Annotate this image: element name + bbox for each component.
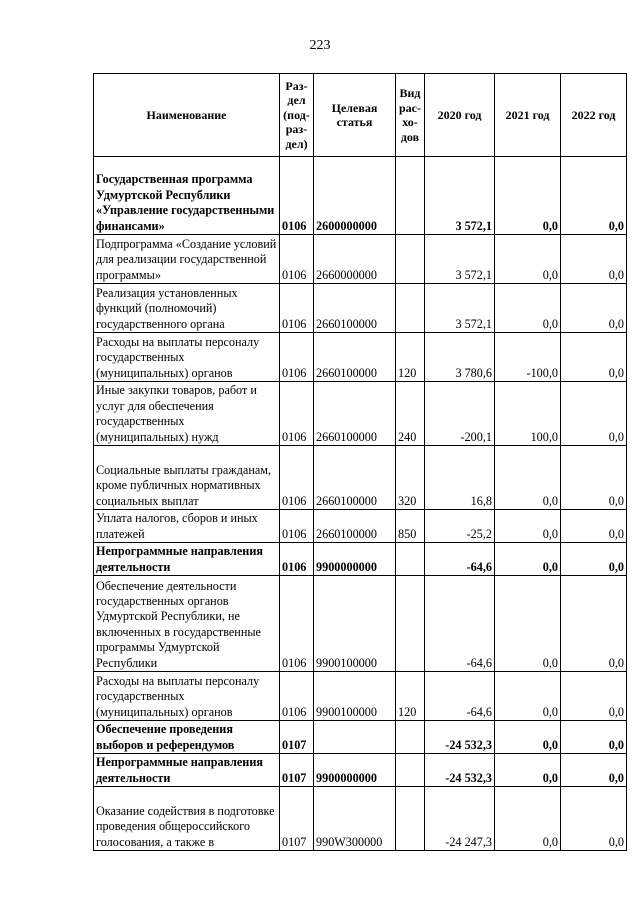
cell-section: 0107 <box>280 787 314 851</box>
cell-expense: 120 <box>396 333 425 382</box>
cell-2020: 3 572,1 <box>425 157 495 235</box>
cell-2022: 0,0 <box>561 754 627 787</box>
cell-2022: 0,0 <box>561 576 627 672</box>
cell-section: 0106 <box>280 543 314 576</box>
cell-expense <box>396 157 425 235</box>
cell-target: 2660100000 <box>314 284 396 333</box>
cell-expense <box>396 721 425 754</box>
table-row <box>94 576 627 672</box>
cell-name: Непрограммные направления деятельности <box>94 754 280 787</box>
cell-section: 0106 <box>280 382 314 446</box>
cell-2021: 100,0 <box>495 382 561 446</box>
header-target: Целевая статья <box>314 74 396 157</box>
table-row <box>94 721 627 754</box>
cell-2022: 0,0 <box>561 235 627 284</box>
cell-2022: 0,0 <box>561 284 627 333</box>
cell-target: 2660100000 <box>314 382 396 446</box>
cell-2020: -24 247,3 <box>425 787 495 851</box>
table-row <box>94 672 627 721</box>
table-row <box>94 235 627 284</box>
cell-2020: -64,6 <box>425 672 495 721</box>
cell-2021: 0,0 <box>495 754 561 787</box>
cell-2021: 0,0 <box>495 576 561 672</box>
cell-name: Обеспечение проведения выборов и референдумов <box>94 721 280 754</box>
cell-expense <box>396 754 425 787</box>
cell-name: Государственная программа Удмуртской Республики «Управление государственными финансами» <box>94 157 280 235</box>
cell-2021: 0,0 <box>495 721 561 754</box>
cell-2021: 0,0 <box>495 672 561 721</box>
header-2022: 2022 год <box>561 74 627 157</box>
cell-target: 990W300000 <box>314 787 396 851</box>
cell-expense: 320 <box>396 446 425 510</box>
cell-2022: 0,0 <box>561 157 627 235</box>
cell-name: Расходы на выплаты персоналу государственных (муниципальных) органов <box>94 333 280 382</box>
cell-target: 2660100000 <box>314 510 396 543</box>
cell-target: 9900100000 <box>314 672 396 721</box>
table-row <box>94 157 627 235</box>
table-row <box>94 446 627 510</box>
cell-target: 9900000000 <box>314 543 396 576</box>
cell-2021: 0,0 <box>495 787 561 851</box>
cell-expense <box>396 235 425 284</box>
cell-section: 0106 <box>280 576 314 672</box>
cell-2022: 0,0 <box>561 382 627 446</box>
cell-target: 9900100000 <box>314 576 396 672</box>
cell-2022: 0,0 <box>561 510 627 543</box>
cell-2022: 0,0 <box>561 672 627 721</box>
cell-2021: -100,0 <box>495 333 561 382</box>
cell-2021: 0,0 <box>495 446 561 510</box>
cell-name: Подпрограмма «Создание условий для реализации государственной программы» <box>94 235 280 284</box>
cell-2020: 16,8 <box>425 446 495 510</box>
cell-section: 0106 <box>280 672 314 721</box>
cell-section: 0106 <box>280 510 314 543</box>
cell-expense: 240 <box>396 382 425 446</box>
cell-target: 2600000000 <box>314 157 396 235</box>
cell-name: Реализация установленных функций (полномочий) государственного органа <box>94 284 280 333</box>
cell-2022: 0,0 <box>561 446 627 510</box>
cell-target: 9900000000 <box>314 754 396 787</box>
cell-2020: -64,6 <box>425 543 495 576</box>
cell-target: 2660100000 <box>314 446 396 510</box>
cell-section: 0106 <box>280 284 314 333</box>
cell-target: 2660000000 <box>314 235 396 284</box>
table-row <box>94 754 627 787</box>
cell-2021: 0,0 <box>495 284 561 333</box>
cell-section: 0106 <box>280 235 314 284</box>
cell-2021: 0,0 <box>495 235 561 284</box>
cell-expense: 850 <box>396 510 425 543</box>
cell-name: Расходы на выплаты персоналу государственных (муниципальных) органов <box>94 672 280 721</box>
table-row <box>94 382 627 446</box>
cell-name: Непрограммные направления деятельности <box>94 543 280 576</box>
cell-target: 2660100000 <box>314 333 396 382</box>
cell-2020: -25,2 <box>425 510 495 543</box>
table-row <box>94 284 627 333</box>
cell-2020: -200,1 <box>425 382 495 446</box>
page-number: 223 <box>309 38 331 53</box>
cell-2022: 0,0 <box>561 333 627 382</box>
cell-name: Оказание содействия в подготовке проведения общероссийского голосования, а также в <box>94 787 280 851</box>
cell-expense <box>396 543 425 576</box>
cell-2022: 0,0 <box>561 721 627 754</box>
header-expense: Вид рас- хо- дов <box>396 74 425 157</box>
cell-2021: 0,0 <box>495 157 561 235</box>
cell-expense <box>396 576 425 672</box>
budget-table <box>93 73 627 851</box>
cell-section: 0106 <box>280 446 314 510</box>
cell-expense: 120 <box>396 672 425 721</box>
cell-section: 0107 <box>280 721 314 754</box>
header-2021: 2021 год <box>495 74 561 157</box>
table-row <box>94 510 627 543</box>
cell-2020: 3 572,1 <box>425 235 495 284</box>
table-row <box>94 333 627 382</box>
cell-2020: 3 572,1 <box>425 284 495 333</box>
cell-name: Уплата налогов, сборов и иных платежей <box>94 510 280 543</box>
cell-section: 0106 <box>280 333 314 382</box>
table-row <box>94 543 627 576</box>
table-row <box>94 787 627 851</box>
table-header-row <box>94 74 627 157</box>
cell-2021: 0,0 <box>495 510 561 543</box>
cell-2021: 0,0 <box>495 543 561 576</box>
cell-2020: 3 780,6 <box>425 333 495 382</box>
cell-name: Обеспечение деятельности государственных органов Удмуртской Республики, не включенных в государственные программы Удмуртской Республики <box>94 576 280 672</box>
cell-section: 0107 <box>280 754 314 787</box>
cell-section: 0106 <box>280 157 314 235</box>
table-body <box>94 157 627 851</box>
header-name: Наименование <box>94 74 280 157</box>
cell-expense <box>396 787 425 851</box>
cell-2020: -64,6 <box>425 576 495 672</box>
cell-name: Иные закупки товаров, работ и услуг для обеспечения государственных (муниципальных) нужд <box>94 382 280 446</box>
cell-name: Социальные выплаты гражданам, кроме публичных нормативных социальных выплат <box>94 446 280 510</box>
cell-2022: 0,0 <box>561 787 627 851</box>
cell-2020: -24 532,3 <box>425 721 495 754</box>
cell-2022: 0,0 <box>561 543 627 576</box>
cell-expense <box>396 284 425 333</box>
header-2020: 2020 год <box>425 74 495 157</box>
cell-2020: -24 532,3 <box>425 754 495 787</box>
header-section: Раз- дел (под- раз- дел) <box>280 74 314 157</box>
cell-target <box>314 721 396 754</box>
